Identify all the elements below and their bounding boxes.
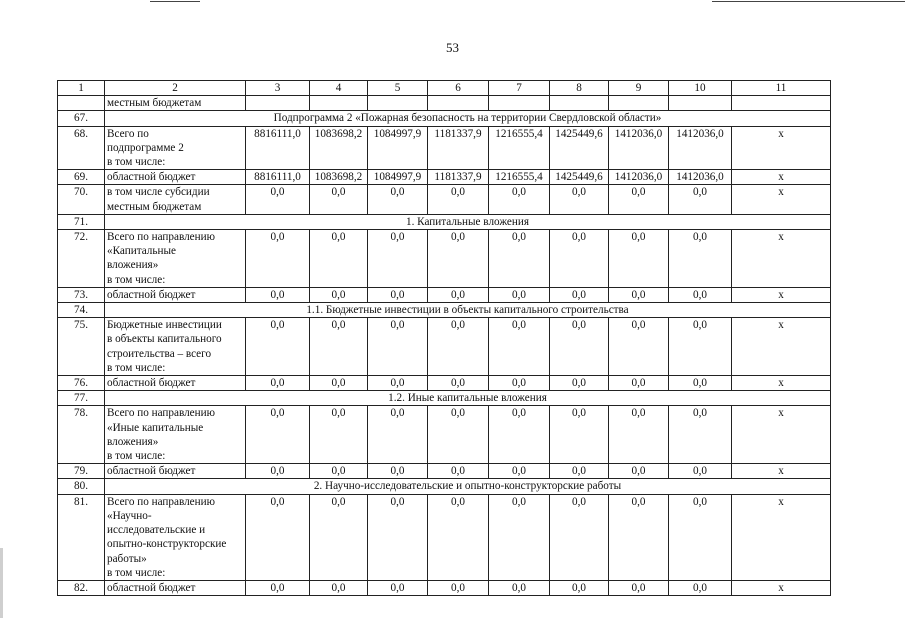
value-cell-col3: 0,0 xyxy=(246,406,310,464)
value-cell-col10: 0,0 xyxy=(669,287,732,302)
value-cell-col4: 0,0 xyxy=(310,494,368,580)
description-line: работы» xyxy=(107,552,147,565)
value-cell-col10: 0,0 xyxy=(669,318,732,376)
value-cell xyxy=(368,96,428,111)
header-cell-9: 9 xyxy=(609,81,669,96)
description-line: «Капитальные xyxy=(107,245,176,258)
value-cell-col4: 0,0 xyxy=(310,185,368,214)
value-cell-col9: 1412036,0 xyxy=(609,126,669,170)
description-cell xyxy=(105,170,246,185)
value-cell-col9: 0,0 xyxy=(609,494,669,580)
value-cell-col10: 0,0 xyxy=(669,406,732,464)
value-cell-col8: 1425449,6 xyxy=(550,126,609,170)
value-cell-col7: 0,0 xyxy=(489,230,550,288)
header-cell-2: 2 xyxy=(105,81,246,96)
value-cell-col3: 0,0 xyxy=(246,580,310,595)
value-cell-col9: 1412036,0 xyxy=(609,170,669,185)
description-line: Всего по xyxy=(107,127,149,140)
value-cell-col10: 0,0 xyxy=(669,230,732,288)
table-row-r76 xyxy=(58,376,831,391)
value-cell xyxy=(609,96,669,111)
section-heading-cell: 1.2. Иные капитальные вложения xyxy=(105,391,831,406)
value-cell-col3: 8816111,0 xyxy=(246,126,310,170)
header-cell-10: 10 xyxy=(669,81,732,96)
value-cell-col4: 0,0 xyxy=(310,580,368,595)
value-cell-col8: 0,0 xyxy=(550,464,609,479)
value-cell-col10: 1412036,0 xyxy=(669,126,732,170)
row-number-cell: 69. xyxy=(58,170,105,185)
description-cell: местным бюджетам xyxy=(105,96,246,111)
table-row-r69 xyxy=(58,170,831,185)
value-cell-col7: 0,0 xyxy=(489,376,550,391)
row-number-cell: 81. xyxy=(58,494,105,580)
table-row-r67 xyxy=(58,111,831,126)
table-row-r72 xyxy=(58,230,831,288)
value-cell-col3: 0,0 xyxy=(246,318,310,376)
scan-edge-mark xyxy=(0,548,3,618)
value-cell-col3: 0,0 xyxy=(246,287,310,302)
value-cell-col6: 0,0 xyxy=(428,494,489,580)
value-cell-col5: 1084997,9 xyxy=(368,170,428,185)
description-line: опытно-конструкторские xyxy=(107,538,227,551)
value-cell-col6: 0,0 xyxy=(428,287,489,302)
row-number-cell: 67. xyxy=(58,111,105,126)
table-row-r73 xyxy=(58,287,831,302)
description-line: Всего по направлению xyxy=(107,495,215,508)
value-cell-col7: 0,0 xyxy=(489,406,550,464)
value-cell-col4: 1083698,2 xyxy=(310,170,368,185)
value-cell-col6: 1181337,9 xyxy=(428,170,489,185)
value-cell-col10: 0,0 xyxy=(669,580,732,595)
value-cell-col7: 1216555,4 xyxy=(489,170,550,185)
value-cell-col6: 0,0 xyxy=(428,580,489,595)
value-cell-col7: 0,0 xyxy=(489,580,550,595)
value-cell-col5: 0,0 xyxy=(368,376,428,391)
value-cell-col10: 1412036,0 xyxy=(669,170,732,185)
value-cell-col6: 0,0 xyxy=(428,464,489,479)
section-heading-cell: 2. Научно-исследовательские и опытно-конструкторские работы xyxy=(105,479,831,494)
x-cell: х xyxy=(732,230,831,288)
value-cell-col3: 0,0 xyxy=(246,376,310,391)
description-line: местным бюджетам xyxy=(107,200,202,213)
header-cell-7: 7 xyxy=(489,81,550,96)
value-cell-col3: 0,0 xyxy=(246,230,310,288)
page-number: 53 xyxy=(446,40,459,55)
table-body xyxy=(58,81,831,596)
value-cell-col5: 0,0 xyxy=(368,185,428,214)
description-cell xyxy=(105,126,246,170)
description-line: Бюджетные инвестиции xyxy=(107,319,222,332)
value-cell-col5: 0,0 xyxy=(368,318,428,376)
row-number-cell xyxy=(58,96,105,111)
row-number-cell: 80. xyxy=(58,479,105,494)
row-number-cell: 76. xyxy=(58,376,105,391)
value-cell-col4: 0,0 xyxy=(310,406,368,464)
description-line: в объекты капитального xyxy=(107,333,222,346)
value-cell-col8: 0,0 xyxy=(550,318,609,376)
value-cell-col5: 1084997,9 xyxy=(368,126,428,170)
value-cell-col5: 0,0 xyxy=(368,580,428,595)
value-cell-col3: 0,0 xyxy=(246,464,310,479)
section-heading-cell: 1. Капитальные вложения xyxy=(105,214,831,229)
description-line: подпрограмме 2 xyxy=(107,141,184,154)
value-cell-col8: 0,0 xyxy=(550,406,609,464)
table-row-r74 xyxy=(58,303,831,318)
row-number-cell: 82. xyxy=(58,580,105,595)
row-number-cell: 71. xyxy=(58,214,105,229)
table-row-r80 xyxy=(58,479,831,494)
value-cell xyxy=(669,96,732,111)
value-cell-col7: 1216555,4 xyxy=(489,126,550,170)
value-cell-col7: 0,0 xyxy=(489,318,550,376)
row-number-cell: 77. xyxy=(58,391,105,406)
x-cell: х xyxy=(732,580,831,595)
value-cell-col9: 0,0 xyxy=(609,464,669,479)
header-cell-11: 11 xyxy=(732,81,831,96)
value-cell-col4: 0,0 xyxy=(310,230,368,288)
description-line: областной бюджет xyxy=(107,377,196,390)
value-cell xyxy=(489,96,550,111)
table-row-r81 xyxy=(58,494,831,580)
description-line: в том числе: xyxy=(107,361,166,374)
description-cell xyxy=(105,230,246,288)
budget-table xyxy=(57,80,831,596)
value-cell-col9: 0,0 xyxy=(609,376,669,391)
description-line: в том числе: xyxy=(107,273,166,286)
table-row-r70 xyxy=(58,185,831,214)
value-cell-col8: 0,0 xyxy=(550,580,609,595)
value-cell-col7: 0,0 xyxy=(489,185,550,214)
header-cell-3: 3 xyxy=(246,81,310,96)
value-cell-col9: 0,0 xyxy=(609,287,669,302)
value-cell-col7: 0,0 xyxy=(489,494,550,580)
value-cell-col9: 0,0 xyxy=(609,185,669,214)
description-line: областной бюджет xyxy=(107,465,196,478)
description-line: вложения» xyxy=(107,435,159,448)
value-cell-col3: 0,0 xyxy=(246,185,310,214)
value-cell-col9: 0,0 xyxy=(609,406,669,464)
value-cell-col10: 0,0 xyxy=(669,494,732,580)
header-cell-5: 5 xyxy=(368,81,428,96)
header-row xyxy=(58,81,831,96)
top-rule-left xyxy=(150,1,200,2)
row-number-cell: 68. xyxy=(58,126,105,170)
description-line: «Иные капитальные xyxy=(107,421,204,434)
value-cell-col6: 1181337,9 xyxy=(428,126,489,170)
value-cell-col4: 0,0 xyxy=(310,376,368,391)
x-cell: х xyxy=(732,126,831,170)
description-line: областной бюджет xyxy=(107,288,196,301)
x-cell: х xyxy=(732,406,831,464)
value-cell-col4: 0,0 xyxy=(310,287,368,302)
continuation-row xyxy=(58,96,831,111)
row-number-cell: 70. xyxy=(58,185,105,214)
x-cell: х xyxy=(732,494,831,580)
header-cell-8: 8 xyxy=(550,81,609,96)
value-cell-col5: 0,0 xyxy=(368,464,428,479)
header-cell-1: 1 xyxy=(58,81,105,96)
value-cell-col6: 0,0 xyxy=(428,230,489,288)
value-cell xyxy=(246,96,310,111)
description-line: Всего по направлению xyxy=(107,231,215,244)
description-cell xyxy=(105,464,246,479)
description-cell xyxy=(105,318,246,376)
value-cell-col3: 0,0 xyxy=(246,494,310,580)
x-cell: х xyxy=(732,170,831,185)
description-line: в том числе: xyxy=(107,156,166,169)
value-cell-col10: 0,0 xyxy=(669,464,732,479)
row-number-cell: 75. xyxy=(58,318,105,376)
description-cell xyxy=(105,494,246,580)
description-line: областной бюджет xyxy=(107,581,196,594)
x-cell: х xyxy=(732,185,831,214)
table-row-r75 xyxy=(58,318,831,376)
x-cell: х xyxy=(732,464,831,479)
value-cell xyxy=(428,96,489,111)
description-cell xyxy=(105,376,246,391)
description-line: вложения» xyxy=(107,259,159,272)
description-line: исследовательские и xyxy=(107,524,206,537)
value-cell-col6: 0,0 xyxy=(428,318,489,376)
description-cell xyxy=(105,185,246,214)
value-cell-col8: 0,0 xyxy=(550,494,609,580)
x-cell: х xyxy=(732,376,831,391)
value-cell-col8: 0,0 xyxy=(550,230,609,288)
table-row-r68 xyxy=(58,126,831,170)
value-cell-col6: 0,0 xyxy=(428,376,489,391)
value-cell-col4: 0,0 xyxy=(310,318,368,376)
description-cell xyxy=(105,406,246,464)
header-cell-4: 4 xyxy=(310,81,368,96)
x-cell xyxy=(732,96,831,111)
header-cell-6: 6 xyxy=(428,81,489,96)
table-row-r71 xyxy=(58,214,831,229)
description-cell xyxy=(105,580,246,595)
table-row-r77 xyxy=(58,391,831,406)
row-number-cell: 72. xyxy=(58,230,105,288)
value-cell-col8: 0,0 xyxy=(550,185,609,214)
x-cell: х xyxy=(732,287,831,302)
value-cell-col10: 0,0 xyxy=(669,376,732,391)
description-line: в том числе: xyxy=(107,566,166,579)
table-row-r79 xyxy=(58,464,831,479)
value-cell-col5: 0,0 xyxy=(368,230,428,288)
value-cell-col9: 0,0 xyxy=(609,580,669,595)
value-cell-col5: 0,0 xyxy=(368,287,428,302)
value-cell-col10: 0,0 xyxy=(669,185,732,214)
value-cell-col7: 0,0 xyxy=(489,287,550,302)
row-number-cell: 78. xyxy=(58,406,105,464)
value-cell-col8: 0,0 xyxy=(550,287,609,302)
row-number-cell: 74. xyxy=(58,303,105,318)
description-line: в том числе субсидии xyxy=(107,186,210,199)
row-number-cell: 73. xyxy=(58,287,105,302)
row-number-cell: 79. xyxy=(58,464,105,479)
value-cell-col9: 0,0 xyxy=(609,230,669,288)
table-row-r78 xyxy=(58,406,831,464)
value-cell xyxy=(550,96,609,111)
description-line: в том числе: xyxy=(107,450,166,463)
x-cell: х xyxy=(732,318,831,376)
table-row-r82 xyxy=(58,580,831,595)
description-cell xyxy=(105,287,246,302)
value-cell-col6: 0,0 xyxy=(428,185,489,214)
top-rule-right xyxy=(712,1,905,2)
section-heading-cell: Подпрограмма 2 «Пожарная безопасность на территории Свердловской области» xyxy=(105,111,831,126)
value-cell-col9: 0,0 xyxy=(609,318,669,376)
value-cell-col7: 0,0 xyxy=(489,464,550,479)
value-cell-col4: 1083698,2 xyxy=(310,126,368,170)
value-cell-col4: 0,0 xyxy=(310,464,368,479)
value-cell-col6: 0,0 xyxy=(428,406,489,464)
description-line: Всего по направлению xyxy=(107,407,215,420)
value-cell xyxy=(310,96,368,111)
value-cell-col5: 0,0 xyxy=(368,406,428,464)
description-line: областной бюджет xyxy=(107,171,196,184)
value-cell-col5: 0,0 xyxy=(368,494,428,580)
description-line: «Научно- xyxy=(107,509,152,522)
description-line: строительства – всего xyxy=(107,347,212,360)
value-cell-col8: 1425449,6 xyxy=(550,170,609,185)
value-cell-col8: 0,0 xyxy=(550,376,609,391)
value-cell-col3: 8816111,0 xyxy=(246,170,310,185)
section-heading-cell: 1.1. Бюджетные инвестиции в объекты капитального строительства xyxy=(105,303,831,318)
